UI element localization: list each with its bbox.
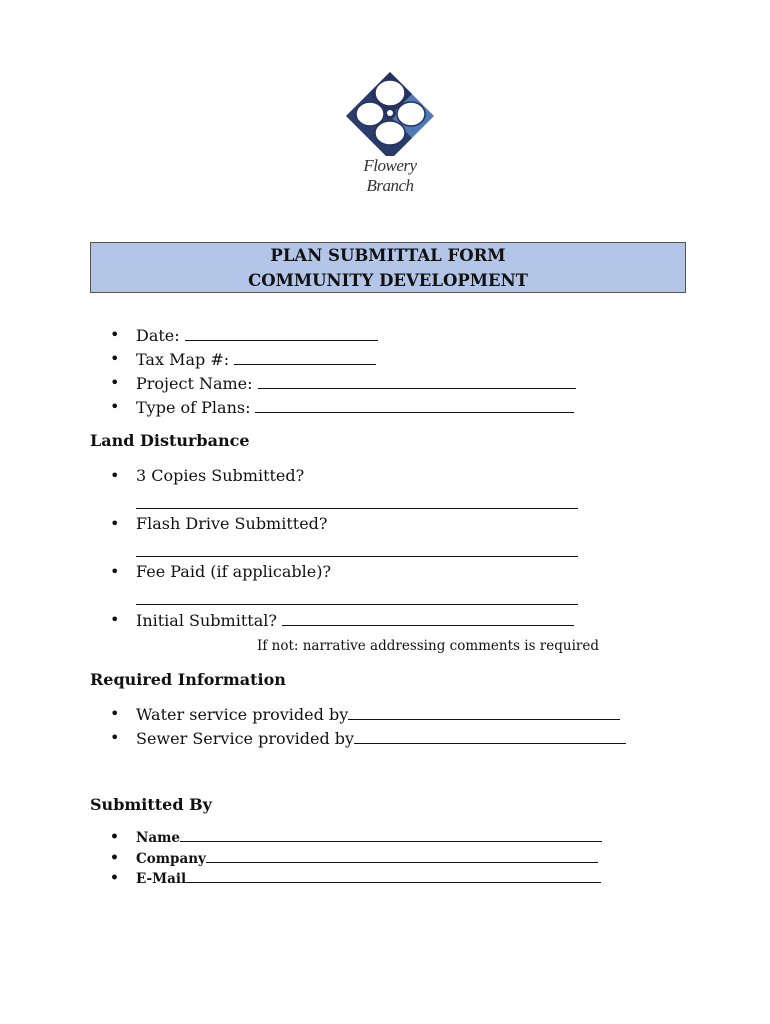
field-label: Date: xyxy=(136,326,180,345)
project-name-field xyxy=(110,371,576,395)
form-title: PLAN SUBMITTAL FORM xyxy=(270,246,506,265)
water-service-input-line[interactable] xyxy=(348,702,620,720)
required-information-heading: Required Information xyxy=(90,670,286,689)
flash-drive-field xyxy=(110,512,578,557)
field-label: Initial Submittal? xyxy=(136,611,277,630)
fee-paid-input-line[interactable] xyxy=(136,584,578,605)
name-input-line[interactable] xyxy=(180,827,602,842)
water-service-field xyxy=(110,702,626,726)
dogwood-flower-icon xyxy=(340,66,440,156)
field-label: Fee Paid (if applicable)? xyxy=(136,562,332,581)
initial-submittal-field xyxy=(110,608,578,632)
email-field xyxy=(110,868,602,889)
name-field xyxy=(110,827,602,848)
field-label: Sewer Service provided by xyxy=(136,729,355,748)
sewer-service-field xyxy=(110,726,626,750)
date-input-line[interactable] xyxy=(185,323,378,341)
fee-paid-field xyxy=(110,560,578,605)
flowery-branch-logo xyxy=(340,66,440,195)
form-title-box xyxy=(90,242,686,293)
field-label: Type of Plans: xyxy=(136,398,251,417)
company-field xyxy=(110,848,602,869)
submitted-by-list xyxy=(110,827,602,889)
field-label: Flash Drive Submitted? xyxy=(136,514,328,533)
submitted-by-heading: Submitted By xyxy=(90,795,212,814)
project-name-input-line[interactable] xyxy=(258,371,576,389)
type-of-plans-input-line[interactable] xyxy=(255,395,574,413)
land-disturbance-list xyxy=(110,464,578,632)
sewer-service-input-line[interactable] xyxy=(354,726,626,744)
field-label: Project Name: xyxy=(136,374,253,393)
email-input-line[interactable] xyxy=(186,868,601,883)
tax-map-input-line[interactable] xyxy=(234,347,376,365)
logo-wordmark: Flowery Branch xyxy=(363,156,417,195)
field-label: Water service provided by xyxy=(136,705,349,724)
field-label: 3 Copies Submitted? xyxy=(136,466,305,485)
form-subtitle: COMMUNITY DEVELOPMENT xyxy=(248,271,528,290)
general-fields-list xyxy=(110,323,576,419)
required-information-list xyxy=(110,702,626,750)
field-label: Tax Map #: xyxy=(136,350,230,369)
type-of-plans-field xyxy=(110,395,576,419)
date-field xyxy=(110,323,576,347)
copies-submitted-input-line[interactable] xyxy=(136,488,578,509)
copies-submitted-field xyxy=(110,464,578,509)
field-label: Name xyxy=(136,830,180,846)
initial-submittal-input-line[interactable] xyxy=(282,608,574,626)
flash-drive-input-line[interactable] xyxy=(136,536,578,557)
narrative-note: If not: narrative addressing comments is required xyxy=(257,638,599,654)
tax-map-field xyxy=(110,347,576,371)
field-label: E-Mail xyxy=(136,871,187,887)
company-input-line[interactable] xyxy=(206,848,598,863)
field-label: Company xyxy=(136,850,206,867)
land-disturbance-heading: Land Disturbance xyxy=(90,431,250,450)
